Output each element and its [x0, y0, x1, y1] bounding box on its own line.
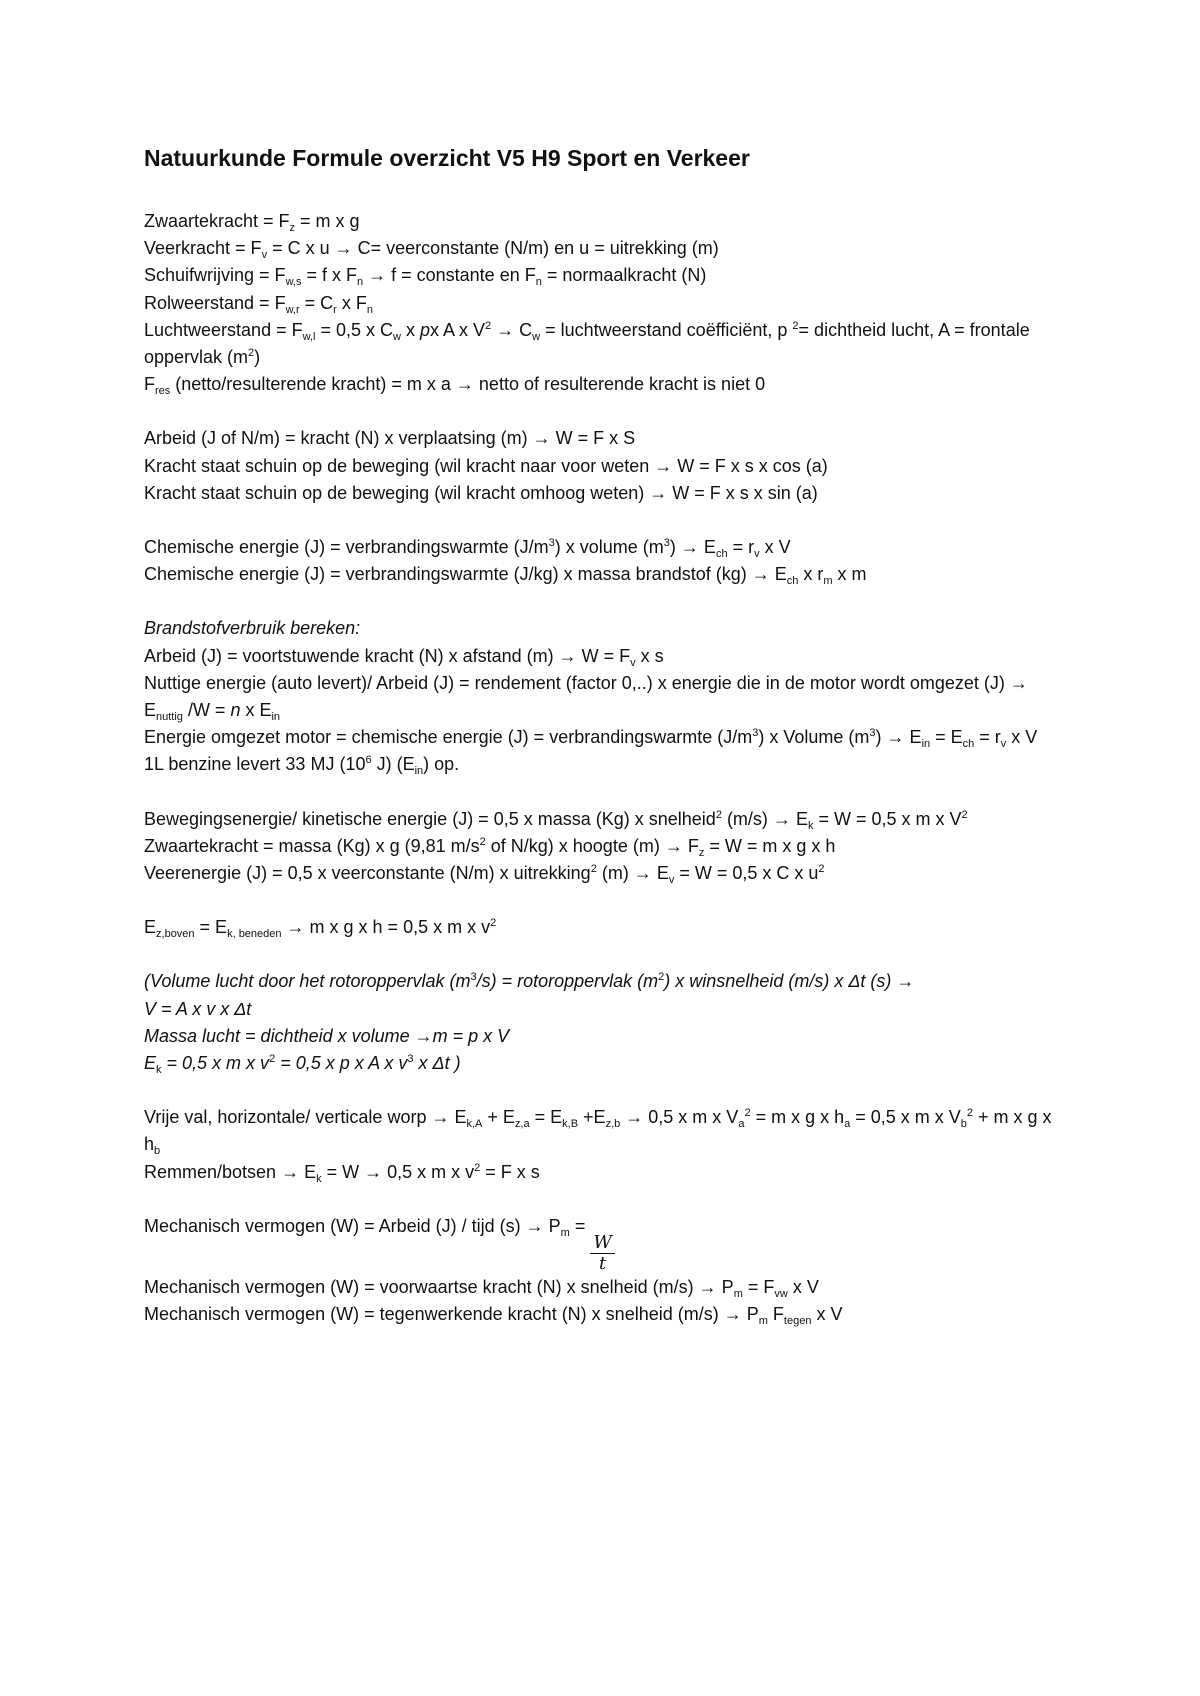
formula-text: ) [254, 347, 261, 368]
formula-text: E [651, 863, 669, 884]
formula-line [144, 290, 1064, 317]
formula-text: w,r [285, 303, 300, 316]
formula-text: 2 [474, 1161, 481, 1174]
formula-text: 2 [744, 1107, 751, 1120]
formula-text: (m) [596, 863, 634, 884]
formula-line [144, 453, 1064, 480]
formula-text: b [960, 1118, 967, 1131]
formula-text: W = F x S [550, 428, 636, 449]
formula-text: in [414, 765, 424, 778]
formula-text: tegen [783, 1315, 812, 1328]
formula-text: Mechanisch vermogen (W) = tegenwerkende kracht (N) x snelheid (m/s) [144, 1304, 724, 1325]
formula-text: C= veerconstante (N/m) en u = uitrekking (m) [352, 238, 719, 259]
formula-text: Rolweerstand = F [144, 292, 286, 313]
formula-section [144, 968, 1064, 1077]
arrow-right-icon: → [368, 265, 387, 286]
formula-line [144, 724, 1064, 751]
formula-text: = W [321, 1161, 365, 1182]
arrow-right-icon: → [455, 374, 474, 395]
formula-text: z,boven [156, 928, 195, 941]
formula-line [144, 751, 1064, 778]
formula-text: nuttig [156, 711, 183, 724]
formula-text: v [630, 656, 636, 669]
formula-text: n [356, 276, 364, 289]
formula-text: Brandstofverbruik bereken: [144, 618, 361, 639]
formula-text: 0,5 x m x V [643, 1107, 739, 1128]
formula-text: x m [832, 564, 867, 585]
formula-line [144, 860, 1064, 887]
formula-text: = E [529, 1107, 563, 1128]
formula-text: m = p x V [432, 1025, 510, 1046]
formula-line [144, 534, 1064, 561]
formula-text: ch [962, 738, 975, 751]
formula-text: (Volume lucht door het rotoroppervlak (m [144, 971, 471, 992]
formula-text: P [741, 1304, 759, 1325]
formula-text: m x g x h = 0,5 x m x v [304, 917, 491, 938]
formula-text: Energie omgezet motor = chemische energie (J) = verbrandingswarmte (J/m [144, 727, 753, 748]
arrow-right-icon: → [414, 1025, 433, 1046]
formula-section [144, 1104, 1064, 1186]
formula-text: z,a [514, 1118, 530, 1131]
formula-text: x V [1006, 727, 1038, 748]
formula-text: = m x g [295, 211, 360, 231]
formula-text: 2 [792, 319, 799, 332]
formula-text: E [144, 917, 157, 938]
formula-line [144, 208, 1064, 235]
formula-text: of N/kg) x hoogte (m) [485, 835, 665, 856]
formula-text: w,l [302, 330, 316, 343]
formula-text: 3 [470, 971, 477, 984]
formula-line [144, 806, 1064, 833]
formula-text: = luchtweerstand coëfficiënt, p [540, 319, 793, 340]
formula-text: Massa lucht = dichtheid x volume [144, 1025, 415, 1046]
formula-text: z [698, 846, 705, 859]
formula-text: Veerkracht = F [144, 238, 262, 259]
formula-text: m [733, 1287, 743, 1300]
formula-text: in [921, 738, 931, 751]
formula-line [144, 371, 1064, 398]
formula-line [144, 615, 1064, 642]
document-title: Natuurkunde Formule overzicht V5 H9 Sport en Verkeer [144, 145, 750, 171]
fraction-numerator: W [590, 1233, 615, 1254]
formula-text: E [790, 808, 808, 829]
formula-text: x [400, 319, 420, 340]
formula-line [144, 262, 1064, 289]
formula-text: = 0,5 x C [315, 319, 393, 340]
arrow-right-icon: → [525, 1215, 544, 1236]
formula-text: 2 [485, 319, 492, 332]
formula-line [144, 996, 1064, 1023]
formula-line [144, 1050, 1064, 1077]
arrow-right-icon: → [532, 428, 551, 449]
formula-line [144, 1301, 1064, 1328]
formula-line [144, 643, 1064, 670]
formula-text: = [569, 1215, 591, 1236]
document-page [144, 140, 1064, 1355]
arrow-right-icon: → [625, 1107, 644, 1128]
formula-text: Kracht staat schuin op de beweging (wil kracht naar voor weten [144, 455, 655, 476]
arrow-right-icon: → [281, 1161, 300, 1182]
formula-text: m [823, 575, 833, 588]
formula-text: = 0,5 x p x A x v [275, 1053, 408, 1074]
formula-text: 6 [365, 754, 372, 767]
formula-text: n [535, 276, 542, 289]
arrow-right-icon: → [886, 727, 905, 748]
arrow-right-icon: → [654, 455, 673, 476]
formula-text: 2 [479, 835, 486, 848]
formula-text: Chemische energie (J) = verbrandingswarmte (J/kg) x massa brandstof (kg) [144, 564, 752, 585]
formula-text: /s) = rotoroppervlak (m [476, 971, 659, 992]
formula-text: E [144, 700, 157, 721]
formula-text: = W = 0,5 x m x V [813, 808, 962, 829]
formula-blocks [144, 208, 1064, 1328]
formula-text: x F [336, 292, 367, 313]
arrow-right-icon: → [698, 1276, 717, 1297]
formula-text: x A x V [429, 319, 485, 340]
arrow-right-icon: → [496, 319, 515, 340]
formula-text: v [1000, 738, 1007, 751]
formula-text: Zwaartekracht = massa (Kg) x g (9,81 m/s [144, 835, 480, 856]
formula-line [144, 235, 1064, 262]
arrow-right-icon: → [558, 645, 577, 666]
formula-text: ) [875, 727, 887, 748]
formula-text: v [261, 249, 268, 262]
formula-section [144, 806, 1064, 888]
formula-text: = 0,5 x m x V [850, 1107, 961, 1128]
formula-text: = F x s [480, 1161, 540, 1182]
formula-line [144, 561, 1064, 588]
formula-text: in [271, 711, 281, 724]
formula-text: b [154, 1145, 161, 1158]
formula-text: m [758, 1315, 768, 1328]
formula-text: J) (E [371, 754, 415, 775]
fraction [590, 1233, 615, 1274]
formula-section [144, 615, 1064, 778]
formula-text: v [754, 548, 760, 561]
formula-text: k, beneden [227, 928, 282, 941]
formula-line [144, 1274, 1064, 1301]
formula-text: vw [774, 1287, 788, 1300]
formula-text: +E [578, 1107, 606, 1128]
formula-text: E [144, 1053, 157, 1074]
formula-text: Zwaartekracht = F [144, 211, 290, 231]
formula-text: z,b [605, 1118, 621, 1131]
formula-text: k,A [466, 1118, 483, 1131]
formula-text: E [769, 564, 787, 585]
formula-line [144, 670, 1064, 724]
formula-line [144, 968, 1064, 995]
formula-section [144, 1213, 1064, 1328]
formula-text: 3 [752, 727, 759, 740]
arrow-right-icon: → [896, 971, 915, 992]
formula-text: /W = [182, 700, 231, 721]
formula-text: netto of resulterende kracht is niet 0 [473, 374, 766, 395]
formula-text: F [767, 1304, 784, 1325]
formula-text: v [668, 874, 675, 887]
formula-text: 3 [548, 537, 555, 550]
formula-text: = C [299, 292, 334, 313]
formula-text: 0,5 x m x v [382, 1161, 475, 1182]
formula-text: ) x volume (m [554, 537, 664, 558]
formula-text: ) [669, 537, 681, 558]
formula-text: k [316, 1172, 322, 1185]
formula-text: w [392, 330, 401, 343]
formula-text: = W = m x g x h [704, 835, 836, 856]
formula-text: 2 [269, 1053, 276, 1066]
formula-text: E [299, 1161, 317, 1182]
formula-text: 2 [715, 808, 722, 821]
formula-text: Remmen/botsen [144, 1161, 282, 1182]
formula-line [144, 914, 1064, 941]
formula-text: V = A x v x Δt [144, 998, 252, 1019]
formula-text: F [682, 835, 699, 856]
formula-text: = F [742, 1276, 775, 1297]
formula-text: 3 [663, 537, 670, 550]
arrow-right-icon: → [364, 1161, 383, 1182]
formula-text: 2 [248, 347, 255, 360]
formula-section [144, 534, 1064, 588]
formula-text: x r [798, 564, 824, 585]
formula-line [144, 480, 1064, 507]
formula-text: k,B [562, 1118, 579, 1131]
formula-text: f = constante en F [386, 265, 536, 286]
formula-text: 2 [590, 863, 597, 876]
fraction-denominator: t [598, 1252, 607, 1274]
formula-text: a [738, 1118, 745, 1131]
formula-text: = dichtheid lucht, A = frontale oppervlak (m [144, 319, 1030, 368]
arrow-right-icon: → [751, 564, 770, 585]
formula-text: k [156, 1064, 162, 1077]
formula-text: Chemische energie (J) = verbrandingswarmte (J/m [144, 537, 549, 558]
formula-text: n [230, 700, 241, 721]
formula-text: 3 [407, 1053, 414, 1066]
formula-text: 2 [658, 971, 665, 984]
formula-text: = E [194, 917, 228, 938]
formula-section [144, 425, 1064, 507]
formula-text: a [844, 1118, 851, 1131]
formula-text: z [289, 222, 296, 234]
formula-text: = normaalkracht (N) [541, 265, 707, 286]
formula-text: = C x u [267, 238, 335, 259]
formula-text: E [698, 537, 716, 558]
formula-text: Nuttige energie (auto levert)/ Arbeid (J) = rendement (factor 0,..) x energie die in de motor wordt omgezet (J) [144, 672, 1010, 693]
arrow-right-icon: → [649, 482, 668, 503]
formula-text: + E [482, 1107, 515, 1128]
arrow-right-icon: → [431, 1107, 450, 1128]
formula-text: P [716, 1276, 734, 1297]
formula-text: w,s [285, 276, 302, 289]
formula-text: 3 [869, 727, 876, 740]
formula-text: Schuifwrijving = F [144, 265, 286, 286]
formula-text: Arbeid (J of N/m) = kracht (N) x verplaatsing (m) [144, 428, 533, 449]
formula-text: ) x Volume (m [758, 727, 870, 748]
formula-text: ) x winsnelheid (m/s) x Δt (s) [664, 971, 897, 992]
arrow-right-icon: → [772, 808, 791, 829]
formula-text: Kracht staat schuin op de beweging (wil kracht omhoog weten) [144, 482, 650, 503]
formula-text: ch [786, 575, 799, 588]
formula-text: 2 [818, 863, 825, 876]
formula-line [144, 1159, 1064, 1186]
formula-text: Mechanisch vermogen (W) = voorwaartse kracht (N) x snelheid (m/s) [144, 1276, 699, 1297]
formula-text: = m x g x h [750, 1107, 845, 1128]
formula-text: w [532, 330, 541, 343]
formula-line [144, 425, 1064, 452]
arrow-right-icon: → [334, 238, 353, 259]
arrow-right-icon: → [680, 537, 699, 558]
formula-text: x E [240, 700, 272, 721]
formula-text: n [366, 303, 373, 316]
formula-text: res [155, 385, 171, 398]
formula-section [144, 208, 1064, 398]
formula-text: = 0,5 x m x v [161, 1053, 270, 1074]
formula-line [144, 1213, 1064, 1274]
arrow-right-icon: → [633, 863, 652, 884]
formula-text: m [560, 1226, 570, 1239]
formula-text: F [144, 374, 155, 395]
formula-text: x V [759, 537, 791, 558]
formula-text: x V [787, 1276, 819, 1297]
formula-text: C [514, 319, 533, 340]
formula-text: (netto/resulterende kracht) = m x a [170, 374, 456, 395]
formula-line [144, 1104, 1064, 1158]
formula-text: Veerenergie (J) = 0,5 x veerconstante (N/m) x uitrekking [144, 863, 591, 884]
formula-text: Mechanisch vermogen (W) = Arbeid (J) / tijd (s) [144, 1215, 526, 1236]
formula-text: 2 [961, 808, 968, 821]
formula-text: = E [930, 727, 963, 748]
formula-text: W = F [576, 645, 631, 666]
formula-text: W = F x s x cos (a) [672, 455, 828, 476]
formula-text: ) op. [423, 754, 460, 775]
formula-section [144, 914, 1064, 941]
formula-text: r [333, 303, 337, 316]
formula-text: p [419, 319, 430, 340]
formula-text: + m x g x h [144, 1107, 1052, 1155]
formula-text: 2 [490, 917, 497, 930]
formula-text: = W = 0,5 x C x u [674, 863, 819, 884]
formula-text: E [904, 727, 922, 748]
formula-text: = r [727, 537, 755, 558]
arrow-right-icon: → [664, 835, 683, 856]
formula-text: x Δt ) [413, 1053, 461, 1074]
formula-text: Luchtweerstand = F [144, 319, 303, 340]
formula-text: E [449, 1107, 467, 1128]
formula-text: W = F x s x sin (a) [667, 482, 818, 503]
arrow-right-icon: → [286, 917, 305, 938]
formula-text: k [807, 819, 814, 832]
formula-text: ch [715, 548, 728, 561]
arrow-right-icon: → [723, 1304, 742, 1325]
formula-text: P [543, 1215, 561, 1236]
formula-text: (m/s) [721, 808, 773, 829]
formula-text: Vrije val, horizontale/ verticale worp [144, 1107, 432, 1128]
formula-text: = r [974, 727, 1001, 748]
formula-text: 1L benzine levert 33 MJ (10 [144, 754, 366, 775]
formula-line [144, 1023, 1064, 1050]
formula-text: Bewegingsenergie/ kinetische energie (J) = 0,5 x massa (Kg) x snelheid [144, 808, 716, 829]
formula-text: = f x F [301, 265, 357, 286]
formula-text: x s [635, 645, 664, 666]
formula-text: x V [811, 1304, 843, 1325]
formula-text: Arbeid (J) = voortstuwende kracht (N) x afstand (m) [144, 645, 559, 666]
formula-line [144, 317, 1064, 371]
formula-line [144, 833, 1064, 860]
formula-text: 2 [966, 1107, 974, 1120]
arrow-right-icon: → [1009, 672, 1028, 693]
